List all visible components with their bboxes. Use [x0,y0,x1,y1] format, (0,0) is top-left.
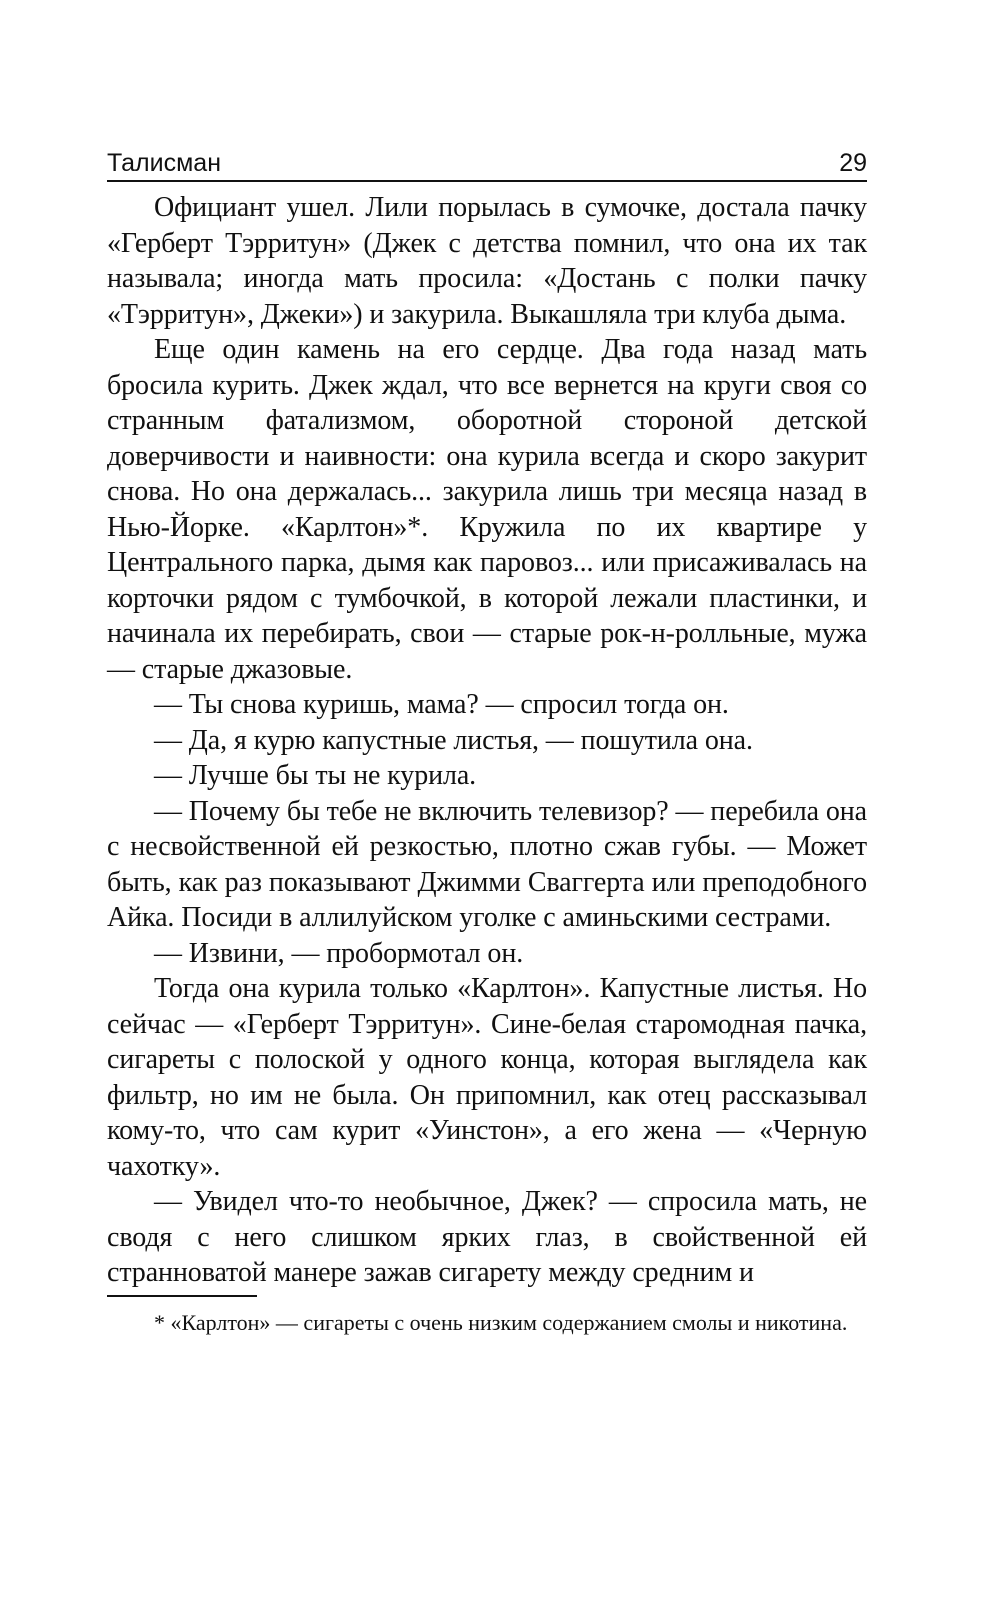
footnote: * «Карлтон» — сигареты с очень низким содержанием смолы и никотина. [154,1309,848,1335]
footnote-divider [107,1295,257,1297]
paragraph: Еще один камень на его сердце. Два года назад мать бросила курить. Джек ждал, что все вернется на круги своя со странным фатализмом, оборотной стороной детской доверчивости и наивности: она курила всегда и скоро закурит снова. Но она держалась... закурила лишь три месяца назад в Нью-Йорке. «Карлтон»*. Кружила по их квартире у Центрального парка, дымя как паровоз... или присаживалась на корточки рядом с тумбочкой, в которой лежали пластинки, и начинала их перебирать, свои — старые рок-н-ролльные, мужа — старые джазовые. [107,334,867,685]
book-title: Талисман [107,149,222,177]
paragraph: Официант ушел. Лили порылась в сумочке, достала пачку «Герберт Тэрритун» (Джек с детства помнил, что она их так называла; иногда мать просила: «Достань с полки пачку «Тэрритун», Джеки») и закурила. Выкашляла три клуба дыма. [107,192,867,330]
dialogue-line: — Лучше бы ты не курила. [154,760,477,791]
dialogue-line: — Почему бы тебе не включить телевизор? — перебила она с несвойственной ей резкостью, плотно сжав губы. — Может быть, как раз показывают Джимми Сваггерта или преподобного Айка. Посиди в аллилуйском уголке с аминьскими сестрами. [107,795,867,933]
main-text [107,190,867,1291]
running-head [107,148,867,182]
book-page [107,148,867,1338]
page-number: 29 [839,149,867,177]
dialogue-line: — Увидел что-то необычное, Джек? — спросила мать, не сводя с него слишком ярких глаз, в свойственной ей странноватой манере зажав сигарету между средним и [107,1186,867,1288]
dialogue-line: — Ты снова куришь, мама? — спросил тогда он. [154,689,729,720]
dialogue-line: — Извини, — пробормотал он. [154,937,524,969]
dialogue-line: — Да, я курю капустные листья, — пошутила она. [154,724,753,756]
paragraph: Тогда она курила только «Карлтон». Капустные листья. Но сейчас — «Герберт Тэрритун». Сине-белая старомодная пачка, сигареты с полоской у одного конца, которая выглядела как фильтр, но им не была. Он припомнил, как отец рассказывал кому-то, что сам курит «Уинстон», а его жена — «Черную чахотку». [107,973,867,1182]
